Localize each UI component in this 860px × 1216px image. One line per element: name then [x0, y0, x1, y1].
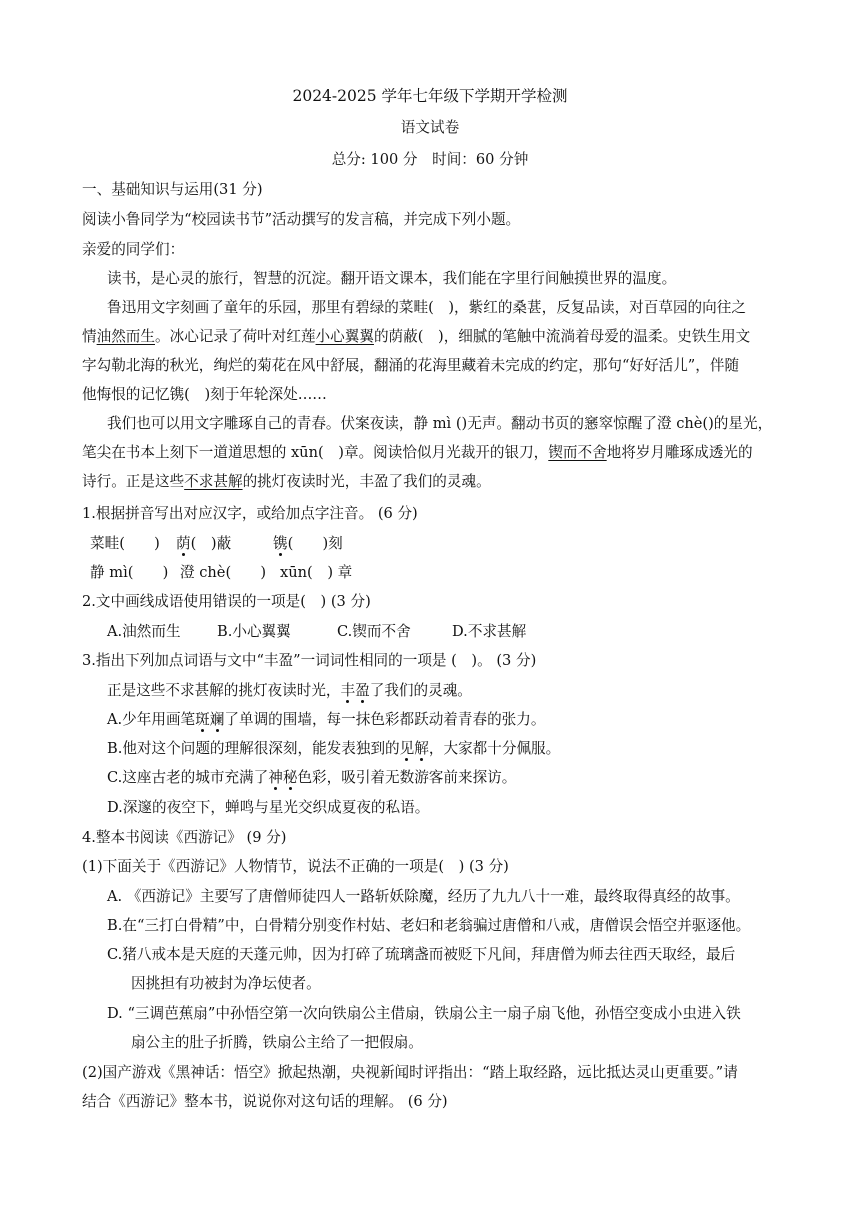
underlined-idiom-4: 不求甚解 [184, 473, 243, 490]
text-span: 笔尖在书本上刻下一道道思想的 xūn( )章。阅读恰似月光裁开的银刀， [82, 444, 549, 461]
q1-item: 澄 chè( ) [180, 564, 267, 581]
q1-item: 静 mì( ) [90, 564, 169, 581]
dotted-char: 丰 [340, 682, 356, 699]
text-span: 情 [82, 328, 97, 345]
passage-p2-line1: 鲁迅用文字刻画了童年的乐园，那里有碧绿的菜畦( )，紫红的桑葚，反复品读，对百草园的向往之 [107, 299, 746, 316]
q1-text: 菜畦( ) [90, 535, 160, 552]
dotted-char: 镌 [273, 535, 288, 552]
q2-option-d: D.不求甚解 [452, 623, 527, 640]
q4-sub1-stem: (1)下面关于《西游记》人物情节，说法不正确的一项是( ) (3 分) [82, 858, 509, 875]
q3-option-a [107, 710, 545, 730]
text-span: 正是这些不求甚解的挑灯夜读时光， [107, 682, 341, 699]
q2-option-a: A.油然而生 [107, 623, 181, 640]
dotted-char: 解 [414, 740, 429, 757]
dotted-char: 斑 [195, 711, 210, 728]
q4-option-b: B.在“三打白骨精”中，白骨精分别变作村姑、老妇和老翁骗过唐僧和八戒，唐僧误会悟空并驱逐他。 [107, 917, 751, 934]
dotted-char: 荫 [176, 535, 191, 552]
exam-title: 2024-2025 学年七年级下学期开学检测 [292, 87, 568, 105]
underlined-idiom-1: 油然而生 [96, 328, 155, 345]
blank-caiqi [90, 535, 160, 552]
dotted-char: 盈 [355, 682, 370, 699]
passage-paragraph-1: 读书，是心灵的旅行，智慧的沉淀。翻开语文课本，我们能在字里行间触摸世界的温度。 [107, 270, 677, 287]
text-span: 了我们的灵魂。 [369, 682, 472, 699]
q3-option-d: D.深邃的夜空下，蝉鸣与星光交织成夏夜的私语。 [107, 799, 430, 816]
section-heading: 一、基础知识与运用(31 分) [82, 181, 263, 198]
text-span: 地将岁月雕琢成透光的 [606, 444, 753, 461]
exam-meta: 总分: 100 分 时间：60 分钟 [331, 151, 529, 168]
q2-option-c: C.锲而不舍 [337, 623, 411, 640]
q2-option-b: B.小心翼翼 [217, 623, 291, 640]
passage-p3-line2 [82, 443, 753, 463]
passage-p3-line1: 我们也可以用文字雕琢自己的青春。伏案夜读，静 mì ()无声。翻动书页的窸窣惊醒了澄 chè()的星光， [107, 415, 773, 432]
text-span: 的挑灯夜读时光，丰盈了我们的灵魂。 [242, 473, 491, 490]
q3-quote [107, 681, 472, 701]
q4-option-a: A. 《西游记》主要写了唐僧师徒四人一路斩妖除魔，经历了九九八十一难，最终取得真经的故事。 [107, 888, 740, 905]
q1-item: 荫( )蔽 [176, 535, 232, 552]
text-span: C.这座古老的城市充满了 [107, 769, 269, 786]
passage-p2-line3: 字勾勒北海的秋光，绚烂的菊花在风中舒展，翻涌的花海里藏着未完成的约定，那句“好好活儿”，伴随 [82, 357, 740, 374]
text-span: A.少年用画笔 [107, 711, 196, 728]
greeting: 亲爱的同学们： [82, 241, 185, 258]
q3-option-c [107, 768, 516, 788]
text-span: 。冰心记录了荷叶对红莲 [155, 328, 316, 345]
dotted-char: 秘 [282, 769, 298, 786]
question-4-stem: 4.整本书阅读《西游记》 (9 分) [82, 829, 287, 846]
question-2-stem: 2.文中画线成语使用错误的一项是( ) (3 分) [82, 593, 371, 610]
text-span: B.他对这个问题的理解很深刻，能发表独到的 [107, 740, 400, 757]
passage-p2-line2 [82, 327, 750, 347]
q4-sub2-line2: 结合《西游记》整本书，说说你对这句话的理解。 (6 分) [82, 1093, 448, 1110]
underlined-idiom-2: 小心翼翼 [315, 328, 374, 345]
q1-item [90, 534, 160, 554]
dotted-char: 见 [399, 740, 415, 757]
q4-option-c-line2: 因挑担有功被封为净坛使者。 [131, 975, 321, 992]
section-instruction: 阅读小鲁同学为“校园读书节”活动撰写的发言稿，并完成下列小题。 [82, 211, 521, 228]
text-span: 了单调的围墙，每一抹色彩都跃动着青春的张力。 [224, 711, 546, 728]
q4-option-c-line1: C.猪八戒本是天庭的天蓬元帅，因为打碎了琉璃盏而被贬下凡间，拜唐僧为师去往西天取经，最后 [107, 946, 736, 963]
dotted-char: 神 [268, 769, 283, 786]
q1-item: 镌( )刻 [273, 535, 343, 552]
q4-option-d-line2: 扇公主的肚子折腾，铁扇公主给了一把假扇。 [131, 1034, 423, 1051]
q3-option-b [107, 739, 560, 759]
underlined-idiom-3: 锲而不舍 [548, 444, 607, 461]
q4-option-d-line1: D. “三调芭蕉扇”中孙悟空第一次向铁扇公主借扇，铁扇公主一扇子扇飞他，孙悟空变成小虫进入铁 [107, 1005, 741, 1022]
q1-item: xūn( ) 章 [280, 564, 353, 581]
question-1-stem: 1.根据拼音写出对应汉字，或给加点字注音。 (6 分) [82, 505, 418, 522]
text-span: ，大家都十分佩服。 [428, 740, 561, 757]
text-span: 诗行。正是这些 [82, 473, 185, 490]
passage-p2-line4: 他悔恨的记忆镌( )刻于年轮深处…… [82, 386, 327, 403]
exam-subject: 语文试卷 [400, 119, 460, 136]
question-3-stem: 3.指出下列加点词语与文中“丰盈”一词词性相同的一项是 ( )。 (3 分) [82, 652, 537, 669]
q4-sub2-line1: (2)国产游戏《黑神话：悟空》掀起热潮，央视新闻时评指出：“踏上取经路，远比抵达灵山更重要。”请 [82, 1064, 738, 1081]
text-span: 色彩，吸引着无数游客前来探访。 [297, 769, 517, 786]
dotted-char: 斓 [209, 711, 225, 728]
passage-p3-line3 [82, 472, 491, 492]
text-span: 的荫蔽( )，细腻的笔触中流淌着母爱的温柔。史铁生用文 [373, 328, 751, 345]
